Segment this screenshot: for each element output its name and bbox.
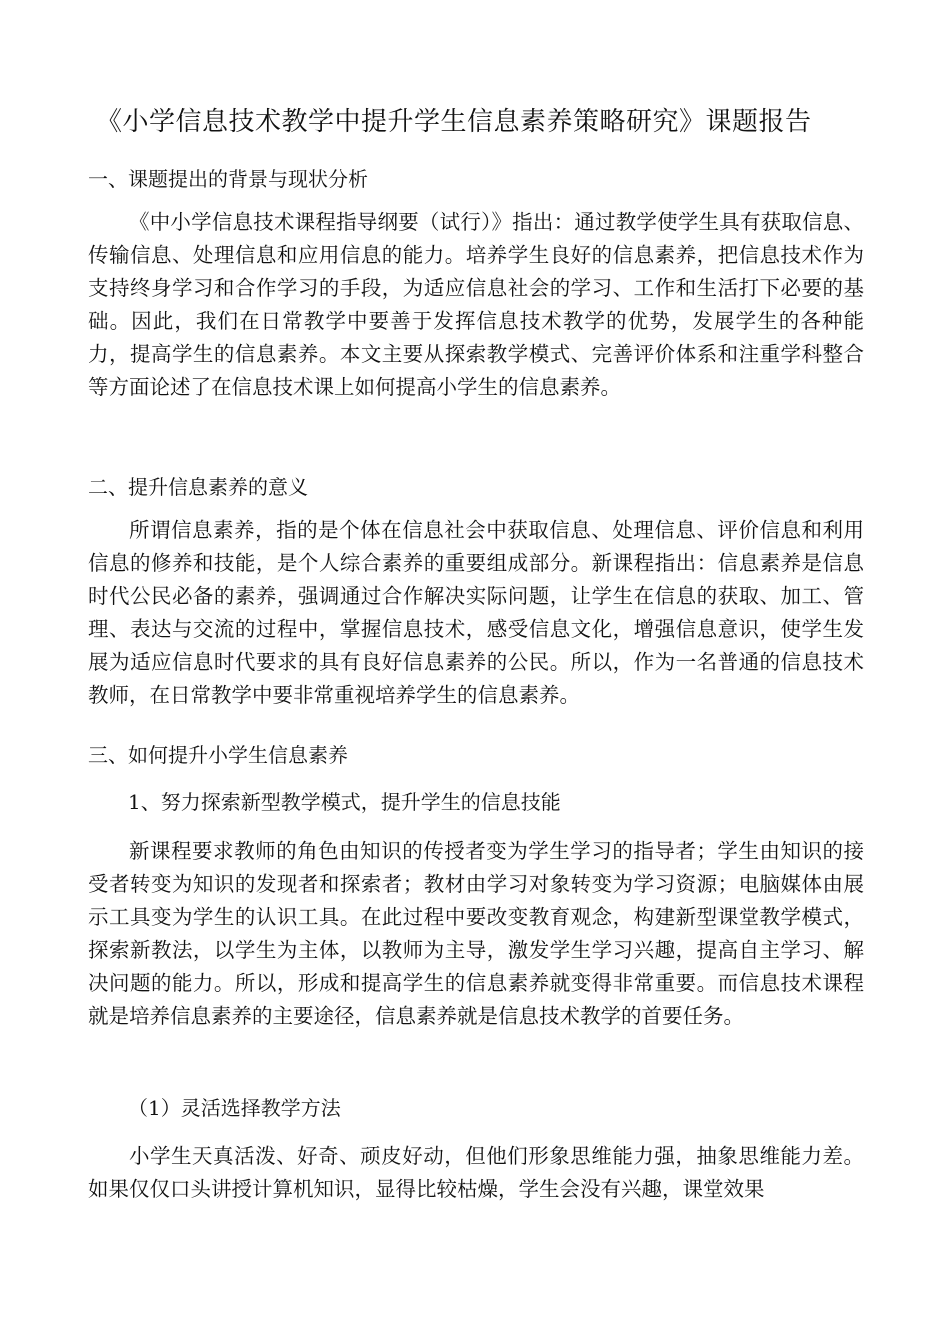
section-3-subheading-1: 1、努力探索新型教学模式，提升学生的信息技能 <box>128 790 561 814</box>
section-3-paragraph-2: 小学生天真活泼、好奇、顽皮好动，但他们形象思维能力强，抽象思维能力差。如果仅仅口头讲授计算机知识，显得比较枯燥，学生会没有兴趣，课堂效果 <box>88 1144 864 1201</box>
section-3-paragraph-1: 新课程要求教师的角色由知识的传授者变为学生学习的指导者；学生由知识的接受者转变为知识的发现者和探索者；教材由学习对象转变为学习资源；电脑媒体由展示工具变为学生的认识工具。在此过程中要改变教育观念，构建新型课堂教学模式，探索新教法，以学生为主体，以教师为主导，激发学生学习兴趣，提高自主学习、解决问题的能力。所以，形成和提高学生的信息素养就变得非常重要。而信息技术课程就是培养信息素养的主要途径，信息素养就是信息技术教学的首要任务。 <box>88 839 864 1028</box>
section-3-heading: 三、如何提升小学生信息素养 <box>88 743 348 767</box>
document-title: 《小学信息技术教学中提升学生信息素养策略研究》课题报告 <box>96 107 812 137</box>
section-3-subheading-2: （1）灵活选择教学方法 <box>128 1096 341 1120</box>
section-1-paragraph: 《中小学信息技术课程指导纲要（试行）》指出：通过教学使学生具有获取信息、传输信息、处理信息和应用信息的能力。培养学生良好的信息素养，把信息技术作为支持终身学习和合作学习的手段，为适应信息社会的学习、工作和生活打下必要的基础。因此，我们在日常教学中要善于发挥信息技术教学的优势，发展学生的各种能力，提高学生的信息素养。本文主要从探索教学模式、完善评价体系和注重学科整合等方面论述了在信息技术课上如何提高小学生的信息素养。 <box>88 210 864 399</box>
section-1-heading: 一、课题提出的背景与现状分析 <box>88 167 368 191</box>
section-2-heading: 二、提升信息素养的意义 <box>88 475 308 499</box>
section-2-paragraph: 所谓信息素养，指的是个体在信息社会中获取信息、处理信息、评价信息和利用信息的修养和技能，是个人综合素养的重要组成部分。新课程指出：信息素养是信息时代公民必备的素养，强调通过合作解决实际问题，让学生在信息的获取、加工、管理、表达与交流的过程中，掌握信息技术，感受信息文化，增强信息意识，使学生发展为适应信息时代要求的具有良好信息素养的公民。所以，作为一名普通的信息技术教师，在日常教学中要非常重视培养学生的信息素养。 <box>88 518 864 707</box>
